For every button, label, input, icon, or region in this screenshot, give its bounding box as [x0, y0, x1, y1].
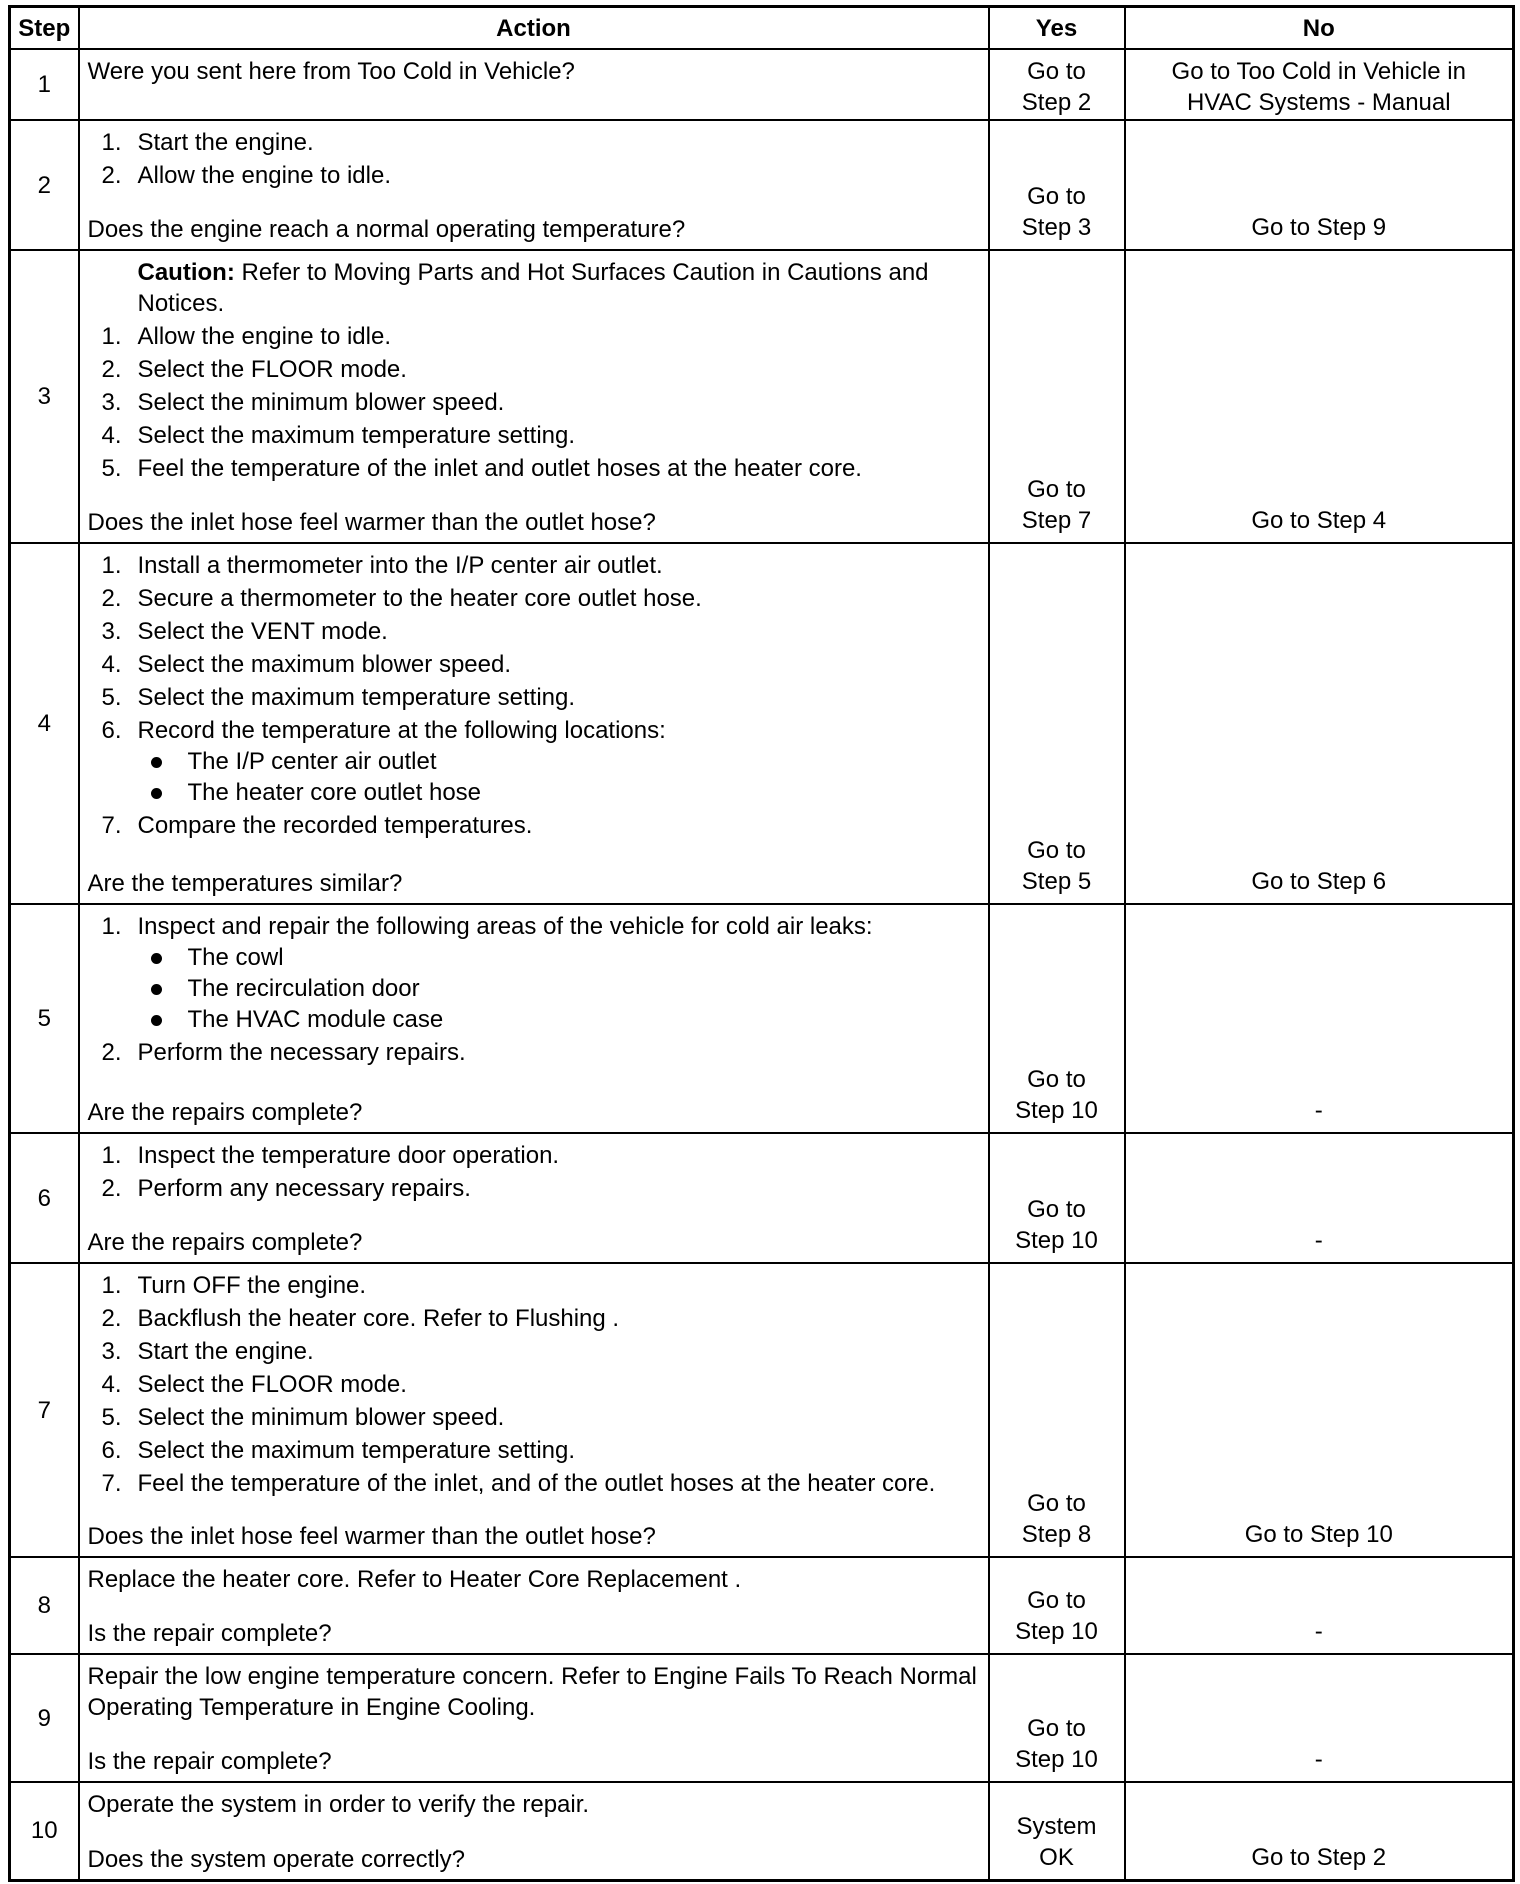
step-number: 1 — [10, 49, 79, 120]
action-cell — [79, 904, 989, 1133]
list-item: 2. Perform any necessary repairs. — [101, 1175, 471, 1202]
list-item: 2. Allow the engine to idle. — [101, 162, 391, 189]
bullet-list — [138, 942, 984, 1035]
step-list — [88, 321, 984, 484]
header-action: Action — [79, 7, 989, 50]
header-step: Step — [10, 7, 79, 50]
bullet-item: The I/P center air outlet — [138, 746, 984, 777]
action-text: Replace the heater core. Refer to Heater Core Replacement . — [87, 1566, 742, 1593]
list-item: 4. Select the FLOOR mode. — [101, 1371, 407, 1398]
step-list — [88, 127, 984, 191]
list-item: 1. Turn OFF the engine. — [101, 1272, 367, 1299]
action-cell — [79, 1654, 989, 1782]
list-item: 4. Select the maximum blower speed. — [101, 651, 511, 678]
no-cell: Go to Step 9 — [1125, 120, 1514, 250]
table-row — [10, 1654, 1514, 1782]
question-text: Does the system operate correctly? — [87, 1845, 465, 1873]
list-item: 5. Feel the temperature of the inlet and outlet hoses at the heater core. — [101, 455, 862, 482]
header-no: No — [1125, 7, 1514, 50]
no-cell: - — [1125, 1654, 1514, 1782]
no-cell: - — [1125, 1133, 1514, 1263]
action-cell — [79, 1782, 989, 1880]
question-text: Are the repairs complete? — [87, 1229, 363, 1256]
action-cell — [79, 250, 989, 543]
list-item: 1. Install a thermometer into the I/P center air outlet. — [101, 552, 663, 579]
list-item: 1. Start the engine. — [101, 129, 314, 156]
bullet-item: The recirculation door — [138, 973, 984, 1004]
no-cell: - — [1125, 1557, 1514, 1654]
list-item: 5. Select the maximum temperature setting. — [101, 684, 576, 711]
list-item: 7. Compare the recorded temperatures. — [101, 812, 533, 839]
action-cell — [79, 1557, 989, 1654]
step-list — [88, 550, 984, 841]
question-text: Does the inlet hose feel warmer than the outlet hose? — [87, 509, 656, 536]
step-list — [88, 911, 984, 1068]
no-cell: Go to Step 10 — [1125, 1263, 1514, 1557]
question-text: Are the repairs complete? — [87, 1099, 363, 1126]
yes-cell: Go to Step 8 — [989, 1263, 1125, 1557]
list-item: 5. Select the minimum blower speed. — [101, 1404, 505, 1431]
list-item: 2. Backflush the heater core. Refer to Flushing . — [101, 1305, 620, 1332]
table-row — [10, 1133, 1514, 1263]
list-item: 7. Feel the temperature of the inlet, and of the outlet hoses at the heater core. — [101, 1470, 936, 1497]
step-number: 6 — [10, 1133, 79, 1263]
bullet-item: The HVAC module case — [138, 1004, 984, 1035]
step-number: 8 — [10, 1557, 79, 1654]
table-row — [10, 543, 1514, 904]
action-text: Operate the system in order to verify the repair. — [87, 1791, 590, 1818]
yes-cell: Go to Step 10 — [989, 1557, 1125, 1654]
step-list — [88, 1270, 984, 1499]
list-item: 6. Select the maximum temperature setting. — [101, 1437, 576, 1464]
list-item: 6. Record the temperature at the following locations: The I/P center air outlet The heater core outlet hose — [88, 715, 984, 808]
list-item: 1. Allow the engine to idle. — [101, 323, 391, 350]
question-text: Is the repair complete? — [87, 1748, 332, 1775]
table-row — [10, 1782, 1514, 1880]
table-row — [10, 1263, 1514, 1557]
yes-cell: Go to Step 7 — [989, 250, 1125, 543]
yes-cell: Go to Step 3 — [989, 120, 1125, 250]
action-cell — [79, 543, 989, 904]
table-row — [10, 1557, 1514, 1654]
list-item: 4. Select the maximum temperature setting. — [101, 422, 576, 449]
action-cell — [79, 120, 989, 250]
action-text: Were you sent here from Too Cold in Vehicle? — [87, 58, 575, 85]
yes-cell: Go to Step 5 — [989, 543, 1125, 904]
yes-cell: System OK — [989, 1782, 1125, 1880]
action-text: Repair the low engine temperature concern. Refer to Engine Fails To Reach Normal Operating Temperature in Engine Cooling. — [87, 1663, 977, 1721]
step-number: 3 — [10, 250, 79, 543]
no-cell — [1125, 49, 1514, 120]
header-row — [10, 7, 1514, 50]
list-item: 1. Inspect the temperature door operation. — [101, 1142, 560, 1169]
bullet-list — [138, 746, 984, 808]
action-cell — [79, 1133, 989, 1263]
yes-cell — [989, 49, 1125, 120]
no-cell: Go to Step 2 — [1125, 1782, 1514, 1880]
yes-line: Go to — [1027, 58, 1086, 85]
step-number: 10 — [10, 1782, 79, 1880]
step-number: 2 — [10, 120, 79, 250]
list-item: 3. Select the minimum blower speed. — [101, 389, 505, 416]
no-line: HVAC Systems - Manual — [1186, 89, 1451, 116]
yes-cell: Go to Step 10 — [989, 1133, 1125, 1263]
yes-cell: Go to Step 10 — [989, 1654, 1125, 1782]
table-row — [10, 49, 1514, 120]
no-cell: Go to Step 6 — [1125, 543, 1514, 904]
list-item: 2. Secure a thermometer to the heater core outlet hose. — [101, 585, 702, 612]
yes-line: Step 2 — [1021, 89, 1092, 116]
list-item: 3. Select the VENT mode. — [101, 618, 388, 645]
bullet-item: The cowl — [138, 942, 984, 973]
question-text: Is the repair complete? — [87, 1620, 332, 1647]
header-yes: Yes — [989, 7, 1125, 50]
table-row — [10, 120, 1514, 250]
question-text: Are the temperatures similar? — [87, 870, 403, 897]
question-text: Does the inlet hose feel warmer than the outlet hose? — [87, 1523, 656, 1550]
list-item: 1. Inspect and repair the following areas of the vehicle for cold air leaks: The cowl The recirculation door The HVAC module case — [88, 911, 984, 1035]
no-cell: - — [1125, 904, 1514, 1133]
action-cell — [79, 49, 989, 120]
bullet-item: The heater core outlet hose — [138, 777, 984, 808]
no-cell: Go to Step 4 — [1125, 250, 1514, 543]
step-number: 9 — [10, 1654, 79, 1782]
step-number: 4 — [10, 543, 79, 904]
list-item: 2. Perform the necessary repairs. — [101, 1039, 466, 1066]
table-row — [10, 250, 1514, 543]
diagnostic-table-container — [8, 5, 1512, 1877]
table-row — [10, 904, 1514, 1133]
step-number: 7 — [10, 1263, 79, 1557]
list-item: 3. Start the engine. — [101, 1338, 314, 1365]
action-cell — [79, 1263, 989, 1557]
no-line: Go to Too Cold in Vehicle in — [1171, 58, 1466, 85]
step-number: 5 — [10, 904, 79, 1133]
step-list — [88, 1140, 984, 1204]
list-item: 2. Select the FLOOR mode. — [101, 356, 407, 383]
caution-note: Caution: Refer to Moving Parts and Hot Surfaces Caution in Cautions and Notices. — [137, 259, 929, 317]
question-text: Does the engine reach a normal operating temperature? — [87, 216, 686, 243]
diagnostic-table — [8, 5, 1515, 1882]
yes-cell: Go to Step 10 — [989, 904, 1125, 1133]
